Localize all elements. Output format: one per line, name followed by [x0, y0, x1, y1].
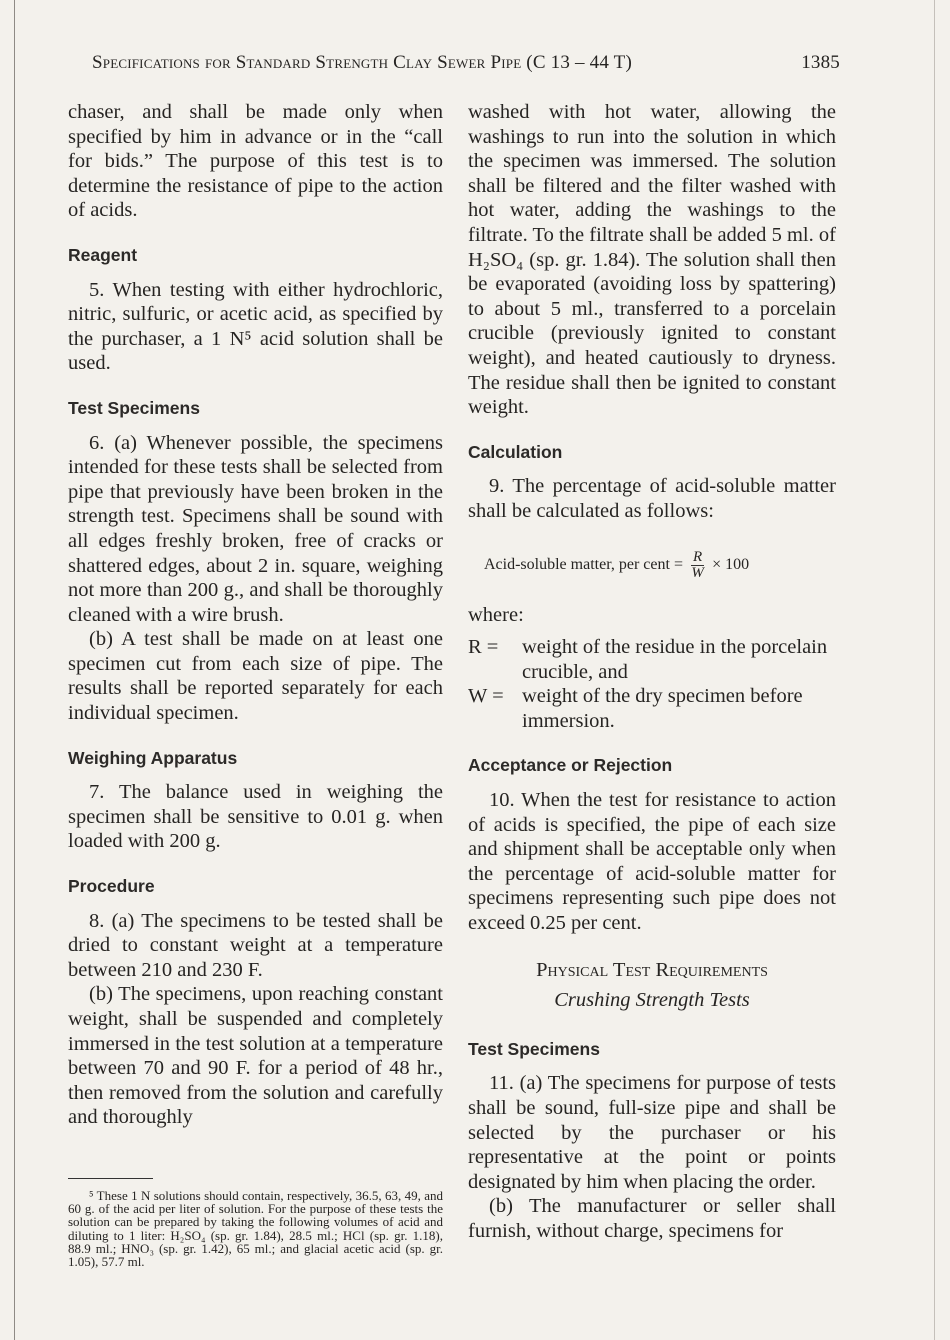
formula-rhs: × 100: [712, 555, 750, 573]
where-text: weight of the dry specimen before immersion.: [522, 685, 803, 732]
left-column: [68, 100, 443, 1268]
subpart-heading-crushing: Crushing Strength Tests: [554, 989, 750, 1012]
formula-fraction: [691, 550, 704, 581]
formula-lhs: Acid-soluble matter, per cent =: [484, 555, 683, 573]
running-header: [92, 52, 840, 74]
section-heading-calculation: Calculation: [468, 441, 563, 462]
where-text: weight of the residue in the porcelain crucible, and: [522, 636, 828, 683]
where-definition-w: [468, 684, 836, 733]
paragraph-6b: (b) A test shall be made on at least one specimen cut from each size of pipe. The results shall be reported separately for each individual specimen.: [68, 628, 443, 725]
where-symbol: R =: [468, 636, 499, 659]
formula: [484, 550, 836, 581]
running-title: Specifications for Standard Strength Clay Sewer Pipe (C 13 – 44 T): [92, 52, 632, 73]
part-heading-physical: Physical Test Requirements: [536, 958, 768, 981]
paragraph-11a: 11. (a) The specimens for purpose of tests shall be sound, full-size pipe and shall be selected by the purchaser or his representative at the point or points designated by him when placing the order.: [468, 1072, 836, 1193]
page-edge-line: [14, 0, 15, 1340]
formula-denominator: W: [691, 564, 704, 581]
paragraph: chaser, and shall be made only when specified by him in advance or in the “call for bids.” The purpose of this test is to determine the resistance of pipe to the action of acids.: [68, 101, 443, 222]
where-symbol: W =: [468, 685, 504, 708]
section-heading-acceptance: Acceptance or Rejection: [468, 755, 673, 776]
section-heading-test-specimens: Test Specimens: [68, 397, 200, 418]
paragraph-6a: 6. (a) Whenever possible, the specimens intended for these tests shall be selected from pipe that previously have been broken in the strength test. Specimens shall be sound with all edges freshly broken, free of cracks or shattered edges, about 2 in. square, weighing not more than 200 g., and shall be thoroughly cleaned with a wire brush.: [68, 431, 443, 626]
paragraph-8a: 8. (a) The specimens to be tested shall be dried to constant weight at a temperature between 210 and 230 F.: [68, 909, 443, 981]
footnote-rule: [68, 1178, 153, 1179]
where-definition-r: [468, 635, 836, 684]
paragraph-9: 9. The percentage of acid-soluble matter shall be calculated as follows:: [468, 475, 836, 522]
paragraph-5: 5. When testing with either hydrochloric, nitric, sulfuric, or acetic acid, as specified by the purchaser, a 1 N⁵ acid solution shall be used.: [68, 278, 443, 375]
where-label: where:: [468, 603, 524, 626]
paragraph-11b: (b) The manufacturer or seller shall furnish, without charge, specimens for: [468, 1195, 836, 1242]
right-column: [468, 100, 836, 1244]
formula-numerator: R: [692, 548, 703, 565]
paragraph-8b: (b) The specimens, upon reaching constant weight, shall be suspended and completely immersed in the test solution at a temperature between 70 and 90 F. for a period of 48 hr., then removed from the solution and carefully and thoroughly: [68, 983, 443, 1129]
section-heading-test-specimens-2: Test Specimens: [468, 1038, 600, 1059]
footnote: ⁵ These 1 N solutions should contain, respectively, 36.5, 63, 49, and 60 g. of the acid per liter of solution. For the purpose of these tests the solution can be prepared by taking the following volumes of acid and diluting to 1 liter: H₂SO₄ (sp. gr. 1.84), 28.5 ml.; HCl (sp. gr. 1.18), 88.9 ml.; HNO₃ (sp. gr. 1.42), 65 ml.; and glacial acetic acid (sp. gr. 1.05), 57.7 ml.: [68, 1187, 443, 1269]
section-heading-weighing-apparatus: Weighing Apparatus: [68, 747, 238, 768]
page-number: 1385: [801, 52, 840, 73]
page-edge-line: [934, 0, 935, 1340]
section-heading-reagent: Reagent: [68, 244, 138, 265]
paragraph: washed with hot water, allowing the washings to run into the solution in which the specimen was immersed. The solution shall be filtered and the filter washed with hot water, adding the washings to the filtrate. To the filtrate shall be added 5 ml. of H₂SO₄ (sp. gr. 1.84). The solution shall then be evaporated (avoiding loss by spattering) to about 5 ml., transferred to a porcelain crucible (previously ignited to constant weight), and heated cautiously to dryness. The residue shall then be ignited to constant weight.: [468, 101, 836, 419]
section-heading-procedure: Procedure: [68, 876, 155, 897]
paragraph-10: 10. When the test for resistance to action of acids is specified, the pipe of each size and shipment shall be acceptable only when the percentage of acid-soluble matter for specimens representing such pipe does not exceed 0.25 per cent.: [468, 789, 836, 935]
paragraph-7: 7. The balance used in weighing the specimen shall be sensitive to 0.01 g. when loaded with 200 g.: [68, 781, 443, 853]
